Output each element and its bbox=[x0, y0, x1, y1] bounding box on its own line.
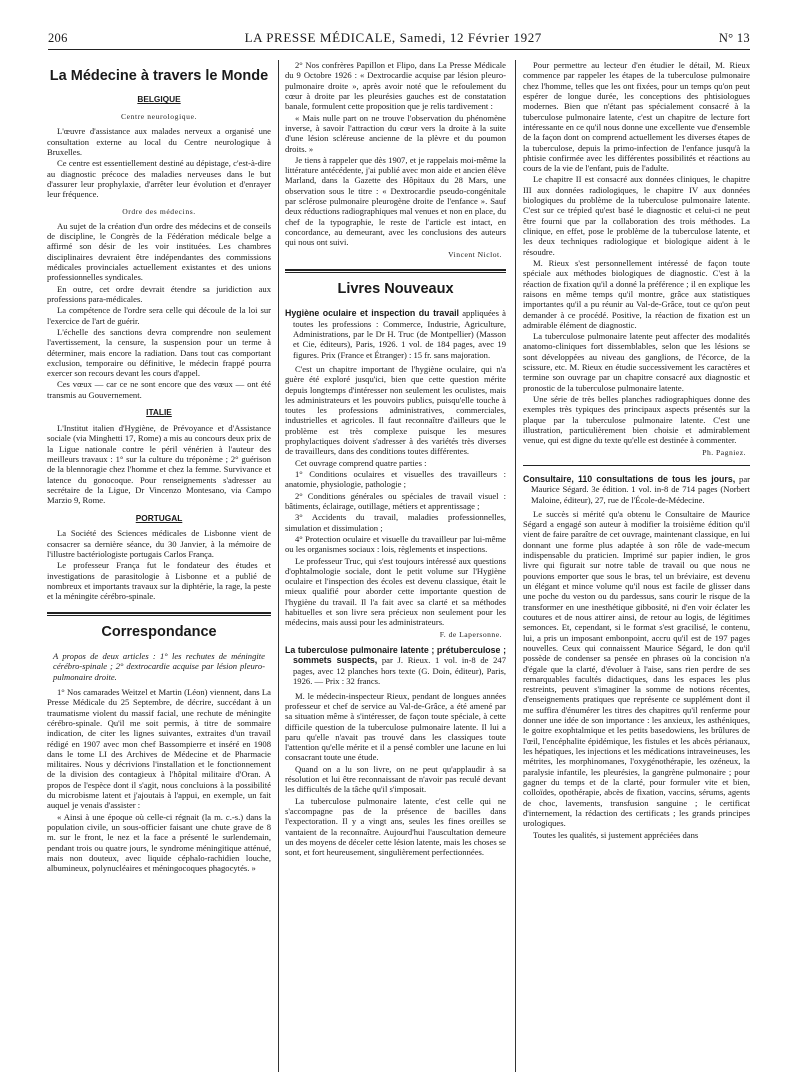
paragraph: Une série de très belles planches radiographiques donne des exemples très typiques des principaux aspects présentés sur la plaque par la tuberculose pulmonaire latente. C'est une illustration, particulièrement bien choisie et admirablement venue, qui est digne du texte qu'elle est destinée à commenter. bbox=[523, 394, 750, 446]
book-entry bbox=[523, 474, 750, 505]
correspondance-subject: A propos de deux articles : 1° les rechutes de méningite cérébro-spinale ; 2° dextrocardie acquise par lésion pleuro-pulmonaire droite. bbox=[53, 651, 265, 682]
paragraph: Au sujet de la création d'un ordre des médecins et de conseils de discipline, le Congrès de la Fédération médicale belge a affirmé son désir de les voir instituées. Les chambres disciplinaires devraient être indépendantes des commissions médicales provinciales actuellement existantes et des unions professionnelles syndicales. bbox=[47, 220, 271, 283]
page-number: 206 bbox=[48, 31, 68, 45]
paragraph: La tuberculose pulmonaire latente peut affecter des modalités anatomo-cliniques fort dissemblables, selon que les lésions se sont développées au niveau des ganglions, de l'écorce, de la scissure, etc. M. Rieux en étudie successivement les caractères et termine son ouvrage par un chapitre consacré aux diagnostic et pronostic de la tuberculose pulmonaire latente. bbox=[523, 331, 750, 393]
section-rule bbox=[285, 269, 506, 273]
issue-number: N° 13 bbox=[718, 31, 750, 45]
paragraph: Quand on a lu son livre, on ne peut qu'applaudir à sa résolution et lui être reconnaissant de n'avoir pas reculé devant les difficultés de la tâche qu'il s'imposait. bbox=[285, 763, 506, 795]
book-reference: par J. Rieux. 1 vol. in-8 de 247 pages, avec 12 planches hors texte (G. Doin, éditeur), Paris, 1926. — Prix : 32 francs. bbox=[293, 655, 506, 687]
section-rule bbox=[523, 465, 750, 466]
paragraph: Je tiens à rappeler que dès 1907, et je rappelais moi-même la littérature antécédente, j'ai publié avec mon aide et ancien élève Marland, dans la Gazette des Hôpitaux du 28 Mars, une observation sous le titre : « Dextrocardie pseudo-congénitale par sclérose pulmonaire pleurogène droite de l'enfance ». Sauf deux réductions radiographiques mal venues et non en place, du chef de la typographie, le reste de l'article est intact, en concordance, au demeurant, avec les conclusions des auteurs qui nous ont suivi. bbox=[285, 154, 506, 248]
paragraph: Le succès si mérité qu'a obtenu le Consultaire de Maurice Ségard a engagé son auteur à modifier la troisième édition qu'il vient de faire paraître de cet ouvrage, maintenant classique, en lui donnant une forme plus adaptée à son rôle de vade-mecum indispensable du praticien. Imprimé sur papier indien, le gros livre qui figurait sur notre table de travail ou que nous ne pouvions emporter que sous le bras, tel un bréviaire, est devenu un élégant et mince volume qu'il nous est facile de glisser dans une poche du veston ou du pardessus, sans courir le risque de la transformer en une inesthétique gibbosité, ni d'en voir éclater les coutures et de nous attirer ainsi, de retour au logis, de légitimes semonces. Et, cependant, si le format s'est gracilisé, le contenu, lui, a pris un imposant embonpoint, accru qu'il est de 197 pages nouvelles. Ceux qui connaissent Maurice Ségard, le don qu'il possède de condenser sa pensée en phrases où la concision n'a d'égale que la clarté, d'évoluer à l'aise, sans rien perdre de ses remarquables facultés didactiques, dans les espaces les plus restreints, peuvent s'imaginer la somme de notions récentes, d'enseignements pratiques que représente ce supplément dont il me suffira d'énumérer les titres des chapitres qu'il renferme pour donner une idée de son importance : les anxieux, les asthéniques, le goitre exophtalmique et les petits basedowiens, les brûlures de l'œil, l'encéphalite épidémique, les fistules et les abcès périanaux, les hépatiques, les injections et les médications intraveineuses, les métrites, les morphinomanes, l'oxygénothérapie, les ozéneux, la paralysie infantile, les pleurésies, la gangrène pulmonaire ; pour gagner du temps et de la clarté, pour formuler vite et bien, colloïdes, opothérapie, abcès de fixation, vaccins, sérums, agents de choc, lavements, transfusion sanguine ; le certificat d'internement, la rédaction des certificats ; les grands principes urologiques. bbox=[523, 508, 750, 829]
paragraph: Le professeur França fut le fondateur des études et investigations de parasitologie à Lisbonne et a publié de nombreux et importants travaux sur la diphtérie, la rage, la peste et la méningite cérébro-spinale. bbox=[47, 560, 271, 602]
paragraph: C'est un chapitre important de l'hygiène oculaire, qui n'a guère été exploré jusqu'ici, bien que cette question mérite depuis longtemps d'intéresser non seulement les oculistes, mais les administrateurs et les pouvoirs publics, puisqu'elle touche à toutes les professions administratives, commerciales, industrielles et agricoles. Il faut reconnaître d'ailleurs que le problème est très complexe puisque les mesures prophylactiques doivent s'adresser à des variétés très diverses de travailleurs, dans des conditions toutes différentes. bbox=[285, 363, 506, 457]
paragraph: La tuberculose pulmonaire latente, c'est celle qui ne s'accompagne pas de la présence de bacilles dans l'expectoration. Il y a vingt ans, seules les fines oreilles se vantaient de la reconnaître. Aujourd'hui l'auscultation demeure un des moyens de déceler cette lésion latente, mais les choses se sont, et fort heureusement, singulièrement perfectionnées. bbox=[285, 795, 506, 858]
section-title-livres: Livres Nouveaux bbox=[337, 280, 454, 297]
paragraph: Cet ouvrage comprend quatre parties : bbox=[295, 457, 427, 468]
journal-title: LA PRESSE MÉDICALE, Samedi, 12 Février 1927 bbox=[244, 30, 542, 45]
paragraph: « Mais nulle part on ne trouve l'observation du phénomène inverse, à savoir l'attraction du cœur vers la droite à la suite d'une lésion scléreuse ancienne de la plèvre et du poumon droits. » bbox=[285, 112, 506, 154]
column-divider-2 bbox=[515, 60, 516, 1072]
book-title: Hygiène oculaire et inspection du travail bbox=[285, 308, 459, 319]
paragraph: En outre, cet ordre devrait étendre sa juridiction aux professions para-médicales. bbox=[47, 283, 271, 304]
country-heading-portugal: PORTUGAL bbox=[135, 512, 183, 523]
country-heading-italie: ITALIE bbox=[146, 407, 172, 418]
column-right bbox=[523, 60, 750, 1076]
section-rule bbox=[47, 612, 271, 616]
section-title-correspondance: Correspondance bbox=[101, 623, 217, 640]
column-divider-1 bbox=[278, 60, 279, 1072]
paragraph: Le chapitre II est consacré aux données cliniques, le chapitre III aux données radiologiques, le chapitre IV aux données biologiques du problème de la tuberculose pulmonaire latente. C'est sur ce trépied qu'est basé le diagnostic et celui-ci ne peut être fourni que par la collaboration des trois méthodes. La clinique, en effet, pose le problème de la tuberculose latente, et les deux techniques radiologique et biologique aident à le résoudre. bbox=[523, 174, 750, 257]
paragraph: Ce centre est essentiellement destiné au dépistage, c'est-à-dire au diagnostic précoce des maladies nerveuses dans le but d'assurer leur prophylaxie, d'arrêter leur évolution et d'enrayer leur fréquence. bbox=[47, 158, 271, 200]
column-middle bbox=[285, 60, 506, 1076]
paragraph: 2° Nos confrères Papillon et Flipo, dans La Presse Médicale du 9 Octobre 1926 : « Dextrocardie acquise par lésion pleuro-pulmonaire droite », après avoir noté que le refoulement du cœur à droite par les pleurésies gauches est de constatation banale, formulent cette proposition que je relis tardivement : bbox=[285, 60, 506, 112]
paragraph: L'Institut italien d'Hygiène, de Prévoyance et d'Assistance sociale (via Minghetti 17, Rome) a mis au concours deux prix de la Ligue nationale contre le péril vénérien à l'auteur des meilleurs travaux : 1° sur la culture du tréponème ; 2° guérison de la blennoragie chez l'homme et chez la femme. Survivance et latence du gonocoque. Pour renseignements s'adresser au secrétaire de la Ligue, Dr Vincenzo Montesano, via Campo Marzio 9, Rome. bbox=[47, 423, 271, 506]
paragraph: Pour permettre au lecteur d'en étudier le détail, M. Rieux commence par rappeler les étapes de la tuberculose pulmonaire chez l'homme, telles que les ont fixées, pour un temps qu'on peut espérer de longue durée, les conceptions des phtisiologues modernes. Bien que n'étant pas spécialement consacré à la tuberculose pulmonaire latente, c'est un chapitre de lecture fort intéressante en ce qu'il nous donne une excellente vue d'ensemble de la façon dont on comprend actuellement les diverses étapes de la tuberculose, depuis la primo-infection de l'enfance jusqu'à la phtisie confirmée avec les différentes possibilités et réactions au cours de la vie de l'enfant, puis de l'adulte. bbox=[523, 60, 750, 174]
paragraph: Ces vœux — car ce ne sont encore que des vœux — ont été transmis au Gouvernement. bbox=[47, 379, 271, 400]
book-title: La tuberculose pulmonaire latente ; prétuberculose ; sommets suspects, bbox=[285, 644, 506, 666]
list-item: 2° Conditions générales ou spéciales de travail visuel : bâtiments, éclairage, outillage, métiers et apprentissage ; bbox=[285, 490, 506, 511]
paragraph: La Société des Sciences médicales de Lisbonne vient de consacrer sa dernière séance, du 30 Janvier, à la mémoire de l'illustre bactériologiste portugais Carlos França. bbox=[47, 528, 271, 560]
subheading-ordre-medecins: Ordre des médecins. bbox=[122, 206, 196, 216]
column-left bbox=[47, 60, 271, 1076]
list-item: 1° Conditions oculaires et visuelles des travailleurs : anatomie, physiologie, pathologie ; bbox=[285, 469, 506, 490]
paragraph: M. Rieux s'est personnellement intéressé de façon toute spéciale aux méthodes biologiques de diagnostic. C'est à la réaction de fixation qu'il a donné la préférence ; il en explique les raisons en même temps qu'il montre, grâce aux statistiques importantes qu'il a pu réunir au Val-de-Grâce, tout ce qu'on peut demander à ce procédé. Positive, la réaction de fixation est un admirable élément de diagnostic. bbox=[523, 257, 750, 330]
paragraph: La compétence de l'ordre sera celle qui découle de la loi sur l'exercice de l'art de guérir. bbox=[47, 305, 271, 326]
paragraph: Toutes les qualités, si justement appréciées dans bbox=[533, 829, 699, 840]
paragraph: L'œuvre d'assistance aux malades nerveux a organisé une consultation externe au local du Centre neurologique à Bruxelles. bbox=[47, 126, 271, 158]
paragraph: « Ainsi à une époque où celle-ci régnait (la m. c.-s.) dans la population civile, un sous-officier faisant une chute grave de 8 m. sur le front, le nez et la face a présenté le surlendemain, pendant trois ou quatre jours, le syndrome méningitique atténué, mais non douteux, avec liquide céphalo-rachidien louche, albumineux, polynucléaires et méningocoques phagocytés. » bbox=[47, 811, 271, 874]
list-item: 3° Accidents du travail, maladies professionnelles, simulation et dissimulation ; bbox=[285, 512, 506, 533]
country-heading-belgique: BELGIQUE bbox=[137, 94, 181, 105]
list-item: 4° Protection oculaire et visuelle du travailleur par lui-même ou les organismes sociaux : lois, règlements et inspections. bbox=[285, 533, 506, 555]
section-title-medecine: La Médecine à travers le Monde bbox=[49, 68, 269, 84]
book-title: Consultaire, 110 consultations de tous les jours, bbox=[523, 473, 736, 484]
paragraph: M. le médecin-inspecteur Rieux, pendant de longues années professeur et chef de service au Val-de-Grâce, a été amené par sa situation même à s'intéresser, de façon toute spéciale, à cette difficile question de la tuberculose pulmonaire latente. Il lui a paru qu'elle n'avait pas trouvé dans les classiques toute l'attention qu'elle mérite et il a pensé combler une lacune en lui consacrant toute une étude. bbox=[285, 690, 506, 763]
subheading-centre-neurologique: Centre neurologique. bbox=[120, 112, 198, 122]
book-entry bbox=[285, 308, 506, 360]
book-reference: par Maurice Ségard. 3e édition. 1 vol. in-8 de 714 pages (Norbert Maloine, éditeur), 27, rue de l'École-de-Médecine. bbox=[531, 473, 750, 505]
signature: Ph. Pagniez. bbox=[702, 447, 746, 457]
signature: F. de Lapersonne. bbox=[439, 629, 502, 639]
book-reference: appliquées à toutes les professions : Commerce, Industrie, Agriculture, Administrations, par le Dr H. Truc (de Montpellier) (Masson et Cie, éditeurs), Paris, 1926. 1 vol. de 184 pages, avec 19 figures. Prix (France et Étranger) : 15 fr. sans majoration. bbox=[293, 308, 506, 360]
signature: Vincent Niclot. bbox=[448, 249, 502, 259]
paragraph: L'échelle des sanctions devra comprendre non seulement l'avertissement, la censure, la suspension pour un terme à déterminer, mais encore la radiation. Dans tout cas comportant exclusion, temporaire ou définitive, le médecin frappé pourra exercer son recours devant les cours d'appel. bbox=[47, 326, 271, 379]
page-header bbox=[48, 24, 750, 50]
book-entry bbox=[285, 645, 506, 687]
paragraph: Le professeur Truc, qui s'est toujours intéressé aux questions d'ophtalmologie sociale, dont le petit volume sur l'Hygiène oculaire et l'inspection des écoles est devenu classique, était le mieux qualifié pour aborder cette importante question de l'hygiène du travail. Il l'a fait avec sa clarté et sa méthodes habituelles et son livre sera précieux non seulement pour les médecins, mais aussi pour les administrateurs. bbox=[285, 555, 506, 628]
paragraph: 1° Nos camarades Weitzel et Martin (Léon) viennent, dans La Presse Médicale du 25 Septembre, de décrire, succédant à un traumatisme violent du massif facial, une rechute de méningite cérébro-spinale. Qu'il me soit permis, à titre de sommaire indication, de citer les lignes suivantes, extraites d'un travail rédigé en 1907 avec mon chef Bassompierre et inséré en 1908 dans le tome LI des Archives de Médecine et de Pharmacie militaires. Nous y décrivions l'installation et le fonctionnement de la division des contagieux à l'hôpital militaire d'Oran. A propos de l'espèce dont il s'agit, nous concluions à la possibilité du microbisme latent et j'ajoutais à l'appui, en exemple, un fait auquel je venais d'assister : bbox=[47, 686, 271, 811]
